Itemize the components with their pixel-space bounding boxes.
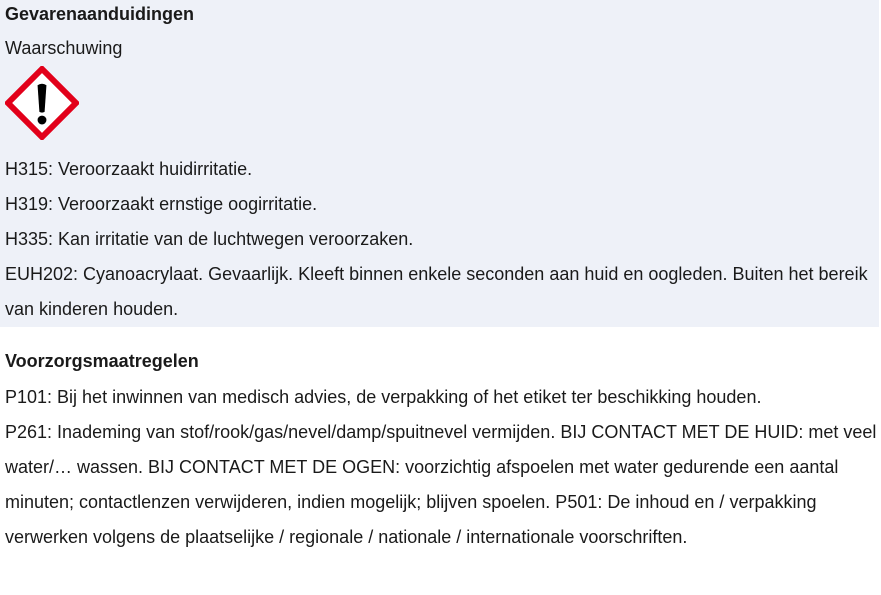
hazard-statement-list: [5, 152, 875, 327]
hazard-statement: H319: Veroorzaakt ernstige oogirritatie.: [5, 194, 318, 214]
signal-word: Waarschuwing: [5, 38, 123, 58]
hazard-statement: EUH202: Cyanoacrylaat. Gevaarlijk. Kleeft binnen enkele seconden aan huid en oogleden. Buiten het bereik van kinderen houden.: [5, 264, 868, 319]
precautionary-statements-text: [5, 380, 877, 555]
ghs07-exclamation-mark-icon: [5, 66, 79, 140]
precaution-line: P261: Inademing van stof/rook/gas/nevel/damp/spuitnevel vermijden. BIJ CONTACT MET DE HUID: met veel water/… wassen. BIJ CONTACT MET DE OGEN: voorzichtig afspoelen met water gedurende een aantal minuten; contactlenzen verwijderen, indien mogelijk; blijven spoelen. P501: De inhoud en / verpakking verwerken volgens de plaatselijke / regionale / nationale / internationale voorschriften.: [5, 422, 877, 547]
precautionary-statements-title: Voorzorgsmaatregelen: [5, 351, 199, 371]
precaution-line: P101: Bij het inwinnen van medisch advies, de verpakking of het etiket ter beschikking houden.: [5, 387, 762, 407]
hazard-statement: H315: Veroorzaakt huidirritatie.: [5, 159, 253, 179]
hazard-statement: H335: Kan irritatie van de luchtwegen veroorzaken.: [5, 229, 414, 249]
hazard-statements-title: Gevarenaanduidingen: [5, 4, 195, 24]
